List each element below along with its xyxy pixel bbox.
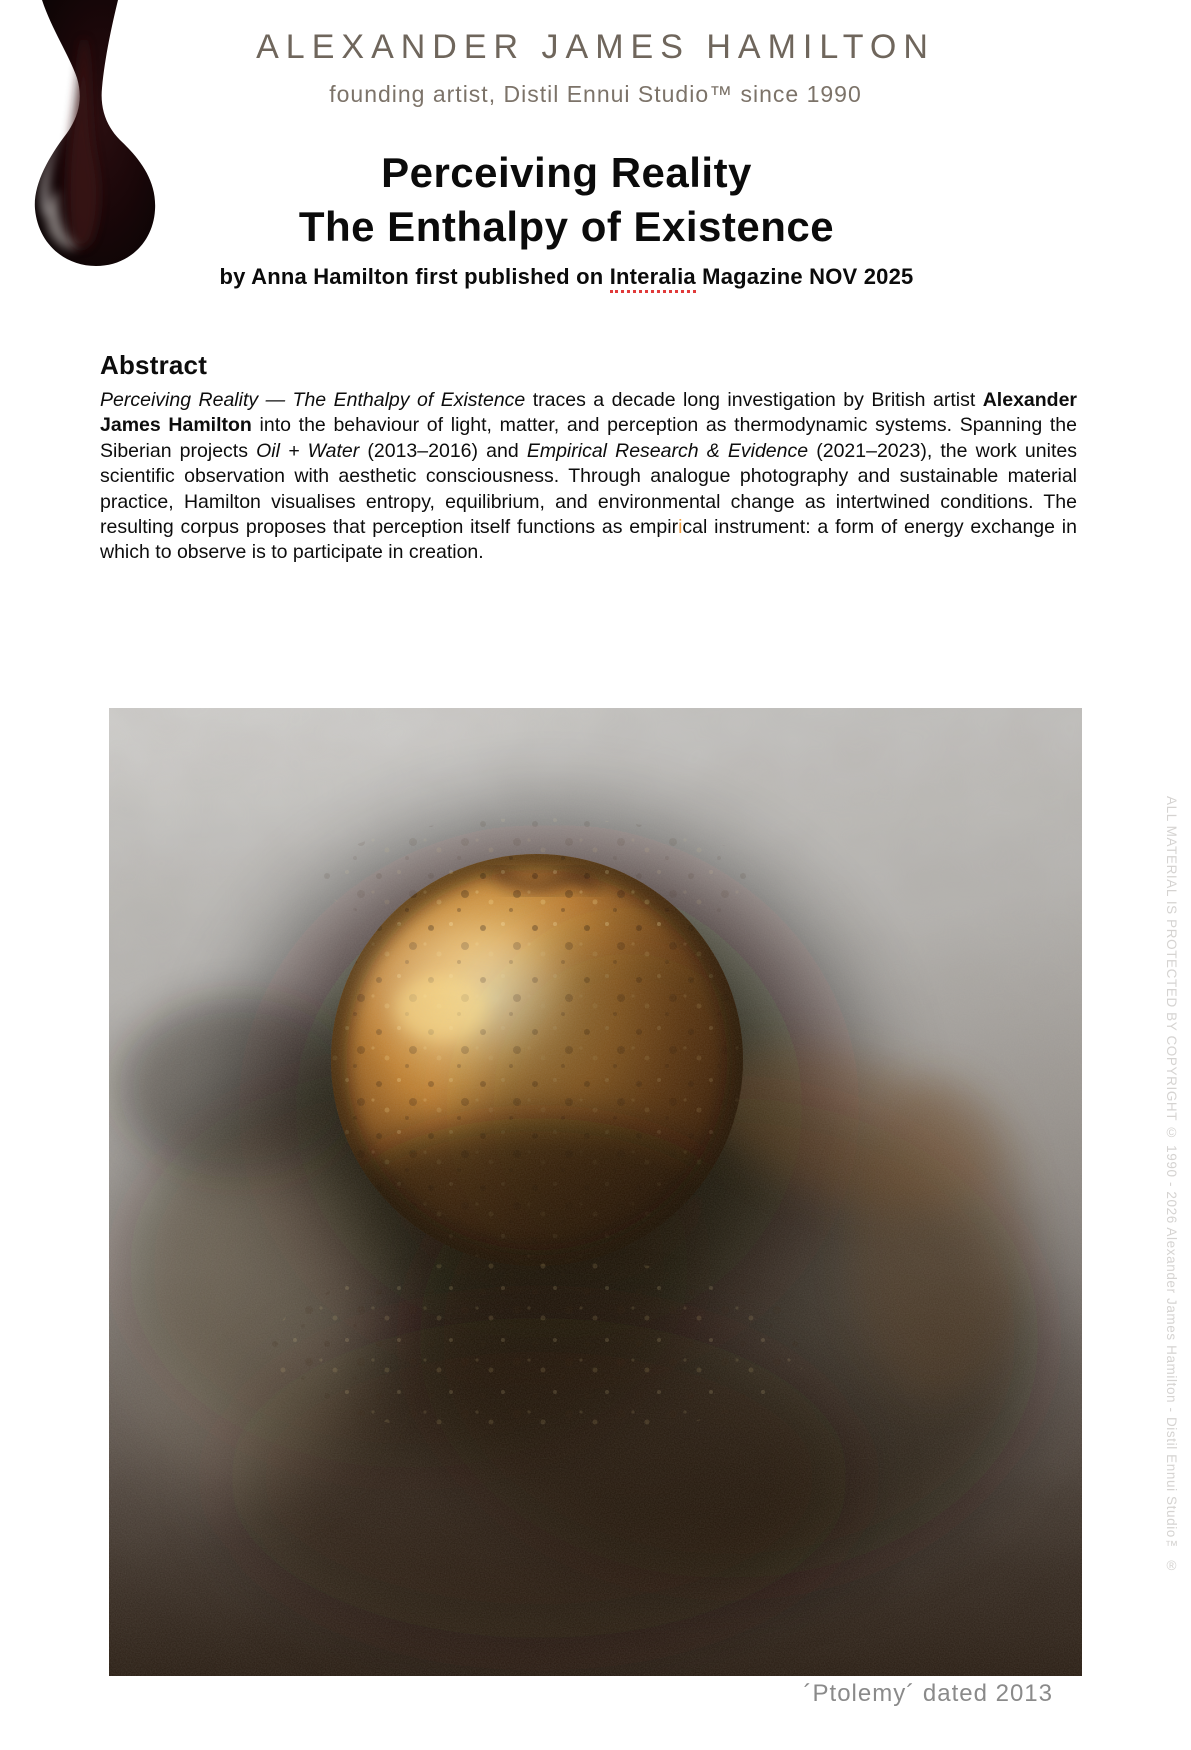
- byline-suffix: Magazine NOV 2025: [695, 264, 914, 289]
- abstract-paragraph[interactable]: [100, 388, 1077, 566]
- byline-spellchecked-word: Interalia: [610, 264, 696, 293]
- text-cursor: i: [678, 516, 683, 539]
- abstract-text-segment: cal instrument: a form of energy exchange in which to observe is to participate in creation.: [100, 516, 1077, 564]
- article-title-line2: The Enthalpy of Existence: [298, 203, 835, 250]
- abstract-section: [100, 350, 1077, 566]
- byline: [0, 264, 1133, 290]
- artist-name: ALEXANDER JAMES HAMILTON: [256, 28, 935, 66]
- abstract-text-segment: Alexander James Hamilton: [100, 389, 1078, 437]
- abstract-heading: Abstract: [100, 350, 208, 380]
- article-title-line1: Perceiving Reality: [381, 149, 752, 196]
- studio-tagline: founding artist, Distil Ennui Studio™ since 1990: [329, 81, 862, 107]
- abstract-text-segment: (2021–2023), the work unites scientific observation with aesthetic consciousness. Through analogue photography and sustainable material practice, Hamilton visualises entropy, equilibrium, and environmental change as intertwined conditions. The resulting corpus proposes that perception itself functions as empir: [100, 439, 1077, 539]
- artwork-photo: [109, 708, 1082, 1676]
- byline-prefix: by Anna Hamilton first published on: [219, 264, 610, 289]
- artwork-caption: ´Ptolemy´ dated 2013: [803, 1680, 1053, 1707]
- abstract-text-segment: (2013–2016) and: [359, 439, 527, 462]
- abstract-text-segment: Oil + Water: [256, 439, 360, 462]
- ptolemy-sphere-image: [109, 708, 1082, 1676]
- abstract-text-segment: Perceiving Reality — The Enthalpy of Existence: [100, 389, 526, 411]
- abstract-text-segment: Empirical Research & Evidence: [526, 439, 809, 462]
- copyright-notice: ALL MATERIAL IS PROTECTED BY COPYRIGHT © 1990 - 2026 Alexander James Hamilton - Distil Ennui Studio™ ®: [1164, 796, 1179, 1574]
- abstract-text-segment: into the behaviour of light, matter, and perception as thermodynamic systems. Spanning the Siberian projects: [100, 414, 1077, 462]
- site-header: [0, 0, 1191, 108]
- article-title-block: [0, 146, 1133, 290]
- abstract-text-segment: traces a decade long investigation by British artist: [525, 389, 983, 411]
